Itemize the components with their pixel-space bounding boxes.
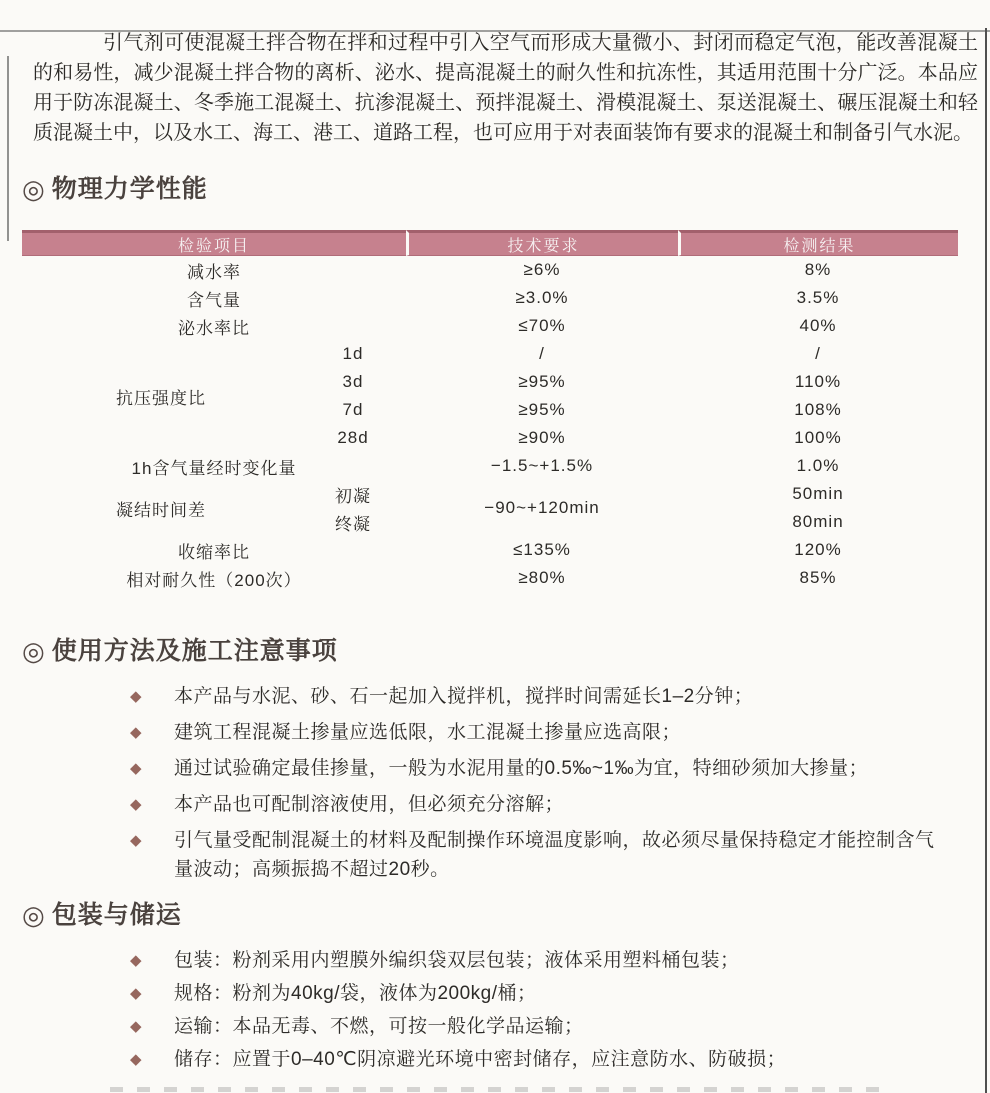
physical-properties-table	[22, 230, 958, 592]
col-header-requirement: 技术要求	[406, 230, 678, 256]
table-cell-sub-stage: 初凝	[335, 486, 371, 506]
section-marker-icon: ◎	[22, 174, 46, 204]
usage-item-text: 本产品与水泥、砂、石一起加入搅拌机，搅拌时间需延长1–2分钟；	[174, 686, 754, 707]
col-header-result: 检测结果	[678, 230, 958, 256]
packaging-item	[130, 1012, 990, 1041]
diamond-bullet-icon: ◆	[130, 832, 142, 849]
section-title: 包装与储运	[51, 901, 182, 929]
table-cell-result: 80min	[792, 512, 844, 531]
table-cell-requirement: /	[539, 344, 545, 363]
table-cell-result: 1.0%	[796, 456, 840, 475]
table-cell-item: 减水率	[187, 262, 241, 282]
diamond-bullet-icon: ◆	[130, 688, 142, 705]
packaging-item	[130, 1045, 990, 1074]
diamond-bullet-icon: ◆	[130, 760, 142, 777]
intro-paragraph: 引气剂可使混凝土拌合物在拌和过程中引入空气而形成大量微小、封闭而稳定气泡，能改善混凝土的和易性，减少混凝土拌合物的离析、泌水、提高混凝土的耐久性和抗冻性，其适用范围十分广泛。本品应用于防冻混凝土、冬季施工混凝土、抗渗混凝土、预拌混凝土、滑模混凝土、泵送混凝土、碾压混凝土和轻质混凝土中，以及水工、海工、港工、道路工程，也可应用于对表面装饰有要求的混凝土和制备引气水泥。	[33, 32, 978, 144]
table-cell-item: 相对耐久性（200次）	[126, 570, 302, 590]
section-heading-packaging	[22, 900, 990, 930]
packaging-item-text: 运输：本品无毒、不燃，可按一般化学品运输；	[174, 1016, 584, 1037]
table-cell-item: 1h含气量经时变化量	[131, 458, 297, 478]
scan-right-edge	[985, 28, 987, 1093]
packaging-item-text: 包装：粉剂采用内塑膜外编织袋双层包装；液体采用塑料桶包装；	[174, 950, 740, 971]
table-cell-result: 50min	[792, 484, 844, 503]
packaging-list	[130, 946, 990, 1074]
diamond-bullet-icon: ◆	[130, 1051, 142, 1068]
table-cell-requirement: ≥6%	[523, 260, 561, 279]
table-cell-item: 含气量	[187, 290, 241, 310]
usage-item-text: 通过试验确定最佳掺量，一般为水泥用量的0.5‰~1‰为宜，特细砂须加大掺量；	[174, 758, 869, 779]
diamond-bullet-icon: ◆	[130, 952, 142, 969]
usage-list	[130, 682, 990, 884]
table-cell-requirement: ≥90%	[518, 428, 566, 447]
section-marker-icon: ◎	[22, 636, 46, 666]
table-cell-result: 108%	[794, 400, 842, 419]
table-cell-requirement: −90~+120min	[484, 498, 600, 517]
table-cell-sub-age: 1d	[342, 344, 364, 363]
table-cell-requirement: ≥80%	[518, 568, 566, 587]
packaging-item-text: 规格：粉剂为40kg/袋，液体为200kg/桶；	[174, 983, 537, 1004]
section-marker-icon: ◎	[22, 900, 46, 930]
table-cell-item-group: 抗压强度比	[116, 388, 206, 408]
usage-item-text: 引气量受配制混凝土的材料及配制操作环境温度影响，故必须尽量保持稳定才能控制含气量波动；高频振捣不超过20秒。	[174, 830, 935, 880]
table-cell-result: 120%	[794, 540, 842, 559]
section-heading-physical	[22, 174, 990, 204]
section-heading-usage	[22, 636, 990, 666]
table-cell-item: 泌水率比	[178, 318, 250, 338]
cut-off-text-line	[110, 1087, 890, 1092]
diamond-bullet-icon: ◆	[130, 796, 142, 813]
table-cell-result: 8%	[804, 260, 832, 279]
packaging-item	[130, 946, 990, 975]
table-cell-result: 100%	[794, 428, 842, 447]
usage-item	[130, 790, 990, 819]
table-cell-requirement: −1.5~+1.5%	[490, 456, 594, 475]
usage-item	[130, 754, 990, 783]
col-header-item: 检验项目	[22, 230, 406, 256]
usage-item-text: 建筑工程混凝土掺量应选低限，水工混凝土掺量应选高限；	[174, 722, 682, 743]
table-cell-item: 收缩率比	[178, 542, 250, 562]
table-cell-requirement: ≥3.0%	[515, 288, 569, 307]
usage-item	[130, 718, 990, 747]
table-cell-result: 110%	[794, 372, 842, 391]
diamond-bullet-icon: ◆	[130, 985, 142, 1002]
section-title: 使用方法及施工注意事项	[51, 637, 338, 665]
table-cell-sub-age: 28d	[337, 428, 369, 447]
table-cell-item-group: 凝结时间差	[116, 500, 206, 520]
scanned-datasheet-page	[0, 28, 990, 1093]
usage-item	[130, 682, 990, 711]
table-cell-sub-age: 7d	[342, 400, 364, 419]
table-cell-requirement: ≤135%	[513, 540, 571, 559]
table-cell-sub-age: 3d	[342, 372, 364, 391]
scan-left-edge	[7, 56, 9, 241]
diamond-bullet-icon: ◆	[130, 724, 142, 741]
table-cell-requirement: ≥95%	[518, 372, 566, 391]
usage-item	[130, 826, 990, 884]
scan-top-edge	[0, 30, 990, 32]
table-cell-sub-stage: 终凝	[335, 514, 371, 534]
section-title: 物理力学性能	[51, 175, 208, 203]
packaging-item	[130, 979, 990, 1008]
table-cell-requirement: ≥95%	[518, 400, 566, 419]
usage-item-text: 本产品也可配制溶液使用，但必须充分溶解；	[174, 794, 565, 815]
table-cell-result: 40%	[799, 316, 837, 335]
packaging-item-text: 储存：应置于0–40℃阴凉避光环境中密封储存，应注意防水、防破损；	[174, 1049, 787, 1070]
table-cell-result: /	[815, 344, 821, 363]
table-cell-result: 85%	[799, 568, 837, 587]
table-cell-requirement: ≤70%	[518, 316, 566, 335]
table-cell-result: 3.5%	[796, 288, 840, 307]
diamond-bullet-icon: ◆	[130, 1018, 142, 1035]
